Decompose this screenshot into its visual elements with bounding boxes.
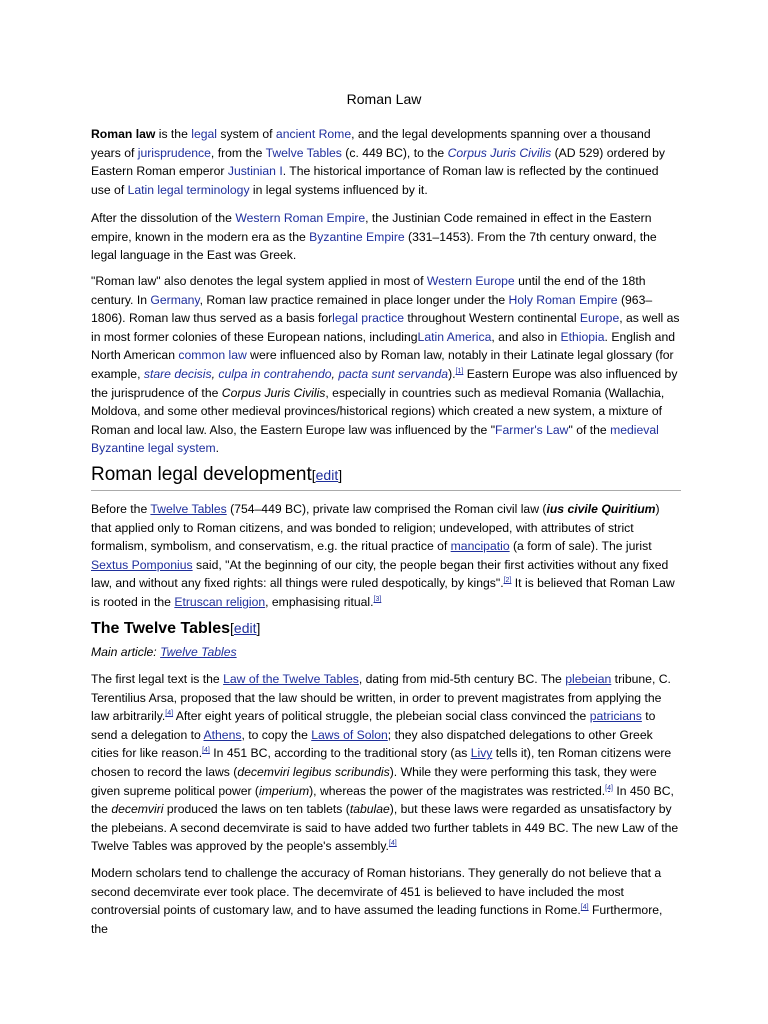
- link-common-law[interactable]: common law: [178, 348, 247, 363]
- link-athens[interactable]: Athens: [203, 727, 242, 742]
- heading-text: The Twelve Tables: [91, 620, 231, 637]
- link-mancipatio[interactable]: mancipatio: [450, 539, 510, 554]
- citation-1[interactable]: [1]: [455, 367, 464, 375]
- dissolution-section: [91, 209, 681, 265]
- link-jurisprudence[interactable]: jurisprudence: [137, 145, 211, 160]
- link-twelve-tables-2[interactable]: Twelve Tables: [150, 502, 227, 516]
- link-latin-america[interactable]: Latin America: [417, 329, 492, 344]
- link-western-europe[interactable]: Western Europe: [426, 274, 515, 288]
- link-plebeian[interactable]: plebeian: [565, 672, 612, 686]
- heading-twelve-tables: The Twelve Tables[edit]: [91, 620, 261, 637]
- link-ancient-rome[interactable]: ancient Rome: [275, 127, 352, 141]
- citation-4b[interactable]: [4]: [202, 747, 210, 755]
- link-corpus-juris-civilis[interactable]: Corpus Juris Civilis: [447, 145, 552, 160]
- edit-link-twelve-tables[interactable]: edit: [233, 620, 257, 636]
- link-stare-decisis[interactable]: stare decisis: [143, 366, 212, 381]
- citation-2[interactable]: [2]: [503, 577, 512, 585]
- link-livy[interactable]: Livy: [470, 746, 493, 761]
- link-culpa-in-contrahendo[interactable]: culpa in contrahendo: [218, 366, 332, 381]
- paragraph-intro: Roman law is the legal system of ancient Rome, and the legal developments spanning over a thousand years of jurisprudence, from the Twelve Tables (c. 449 BC), to the Corpus Juris Civilis (AD 529) ordered by Eastern Roman emperor Justinian I. The historical importance of Roman law is reflected by the continued use of Latin legal terminology in legal systems influenced by it.: [91, 127, 666, 197]
- link-legal[interactable]: legal: [191, 127, 217, 141]
- link-byzantine-empire[interactable]: Byzantine Empire: [309, 229, 405, 244]
- link-farmers-law[interactable]: Farmer's Law: [495, 422, 569, 437]
- paragraph-denotation: "Roman law" also denotes the legal system applied in most of Western Europe until the end of the 18th century. In Germany, Roman law practice remained in place longer under the Holy Roman Empire (963–1806). Roman law thus served as a basis forlegal practice throughout Western continental Europe, as well as in most former colonies of these European nations, includingLatin America, and also in Ethiopia. English and North American common law were influenced also by Roman law, notably in their Latinate legal glossary (for example, stare decisis, culpa in contrahendo, pacta sunt servanda).[1] Eastern Europe was also influenced by the jurisprudence of the Corpus Juris Civilis, especially in countries such as medieval Romania (Wallachia, Moldova, and some other medieval provinces/historical regions) which created a new system, a mixture of Roman and local law. Also, the Eastern Europe law was influenced by the "Farmer's Law" of the medieval Byzantine legal system.: [91, 274, 680, 456]
- link-main-article-twelve-tables[interactable]: Twelve Tables: [160, 645, 237, 659]
- twelve-tables-section: [91, 670, 681, 856]
- link-pacta-sunt-servanda[interactable]: pacta sunt servanda: [338, 366, 449, 381]
- citation-3[interactable]: [3]: [373, 595, 382, 603]
- link-western-roman-empire[interactable]: Western Roman Empire: [235, 211, 366, 225]
- paragraph-first-legal-text: The first legal text is the Law of the Twelve Tables, dating from mid-5th century BC. The plebeian tribune, C. Terentilius Arsa, proposed that the law should be written, in order to prevent magistrates from applying the law arbitrarily.[4] After eight years of political struggle, the plebeian social class convinced the patricians to send a delegation to Athens, to copy the Laws of Solon; they also dispatched delegations to other Greek cities for like reason.[4] In 451 BC, according to the traditional story (as Livy tells it), ten Roman citizens were chosen to record the laws (decemviri legibus scribundis). While they were performing this task, they were given supreme political power (imperium), whereas the power of the magistrates was restricted.[4] In 450 BC, the decemviri produced the laws on ten tablets (tabulae), but these laws were regarded as unsatisfactory by the plebeians. A second decemvirate is said to have added two further tablets in 449 BC. The new Law of the Twelve Tables was approved by the people's assembly.[4]: [91, 672, 679, 854]
- term-ius-civile-quiritium: ius civile Quiritium: [546, 502, 656, 516]
- intro-section: [91, 125, 681, 199]
- paragraph-modern-scholars: Modern scholars tend to challenge the accuracy of Roman historians. They generally do not believe that a second decemvirate ever took place. The decemvirate of 451 is believed to have included the most controversial points of customary law, and to have assumed the leading functions in Rome.[4] Furthermore, the: [91, 866, 663, 936]
- link-legal-practice[interactable]: legal practice: [332, 311, 404, 326]
- link-holy-roman-empire[interactable]: Holy Roman Empire: [508, 292, 618, 307]
- link-sextus-pomponius[interactable]: Sextus Pomponius: [91, 557, 193, 572]
- paragraph-before-twelve-tables: Before the Twelve Tables (754–449 BC), private law comprised the Roman civil law (ius civile Quiritium) that applied only to Roman citizens, and was bonded to religion; undeveloped, with attributes of strict formalism, symbolism, and conservatism, e.g. the ritual practice of mancipatio (a form of sale). The jurist Sextus Pomponius said, "At the beginning of our city, the people began their first activities without any fixed law, and without any fixed rights: all things were ruled despotically, by kings".[2] It is believed that Roman Law is rooted in the Etruscan religion, emphasising ritual.[3]: [91, 502, 675, 609]
- link-latin-legal-terminology[interactable]: Latin legal terminology: [127, 182, 250, 197]
- link-europe[interactable]: Europe: [579, 311, 620, 326]
- citation-4e[interactable]: [4]: [580, 904, 589, 912]
- link-ethiopia[interactable]: Ethiopia: [560, 329, 605, 344]
- link-law-of-twelve-tables[interactable]: Law of the Twelve Tables: [223, 672, 359, 686]
- document-title: Roman Law: [346, 91, 422, 107]
- denotation-section: [91, 272, 681, 458]
- citation-4c[interactable]: [4]: [605, 784, 613, 792]
- link-laws-of-solon[interactable]: Laws of Solon: [311, 727, 388, 742]
- citation-4a[interactable]: [4]: [165, 710, 174, 718]
- development-section: [91, 500, 681, 612]
- modern-scholars-section: [91, 864, 681, 938]
- citation-4d[interactable]: [4]: [388, 840, 397, 848]
- link-medieval-byzantine-legal-system[interactable]: medieval Byzantine legal system: [91, 422, 659, 456]
- link-germany[interactable]: Germany: [150, 292, 200, 307]
- link-justinian[interactable]: Justinian I: [227, 164, 283, 179]
- bold-term-roman-law: Roman law: [91, 127, 156, 141]
- main-article-note: Main article: Twelve Tables: [91, 645, 237, 659]
- edit-link-roman-legal-development[interactable]: edit: [315, 467, 339, 483]
- link-etruscan-religion[interactable]: Etruscan religion: [174, 594, 266, 609]
- paragraph-dissolution: After the dissolution of the Western Roman Empire, the Justinian Code remained in effect in the Eastern empire, known in the modern era as the Byzantine Empire (331–1453). From the 7th century onward, the legal language in the East was Greek.: [91, 211, 657, 263]
- heading-roman-legal-development: Roman legal development[edit]: [91, 463, 681, 491]
- link-twelve-tables[interactable]: Twelve Tables: [265, 145, 342, 160]
- heading-text: Roman legal development: [91, 464, 312, 485]
- link-patricians[interactable]: patricians: [589, 709, 642, 724]
